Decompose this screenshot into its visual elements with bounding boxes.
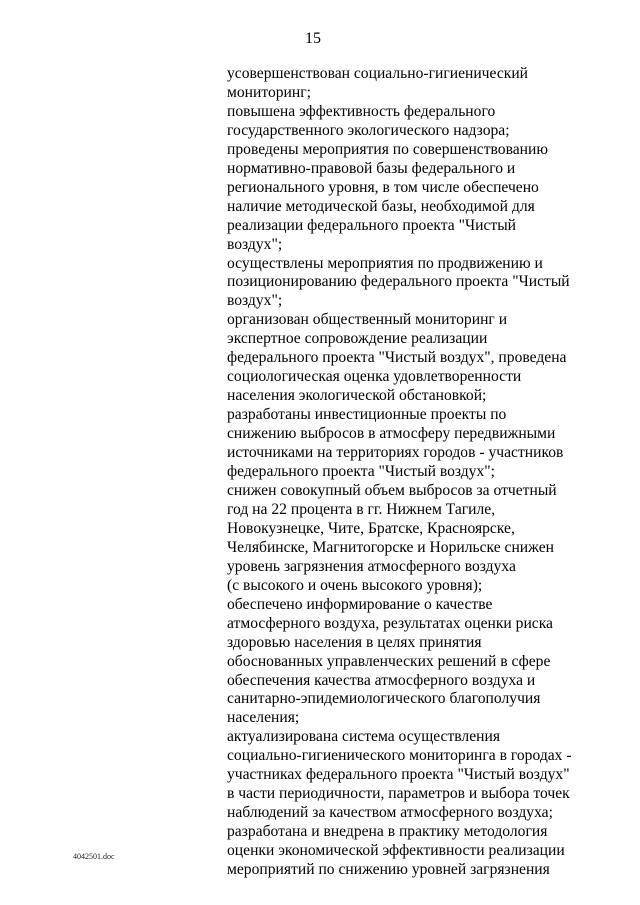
text-line: Челябинске, Магнитогорске и Норильске снижен — [227, 538, 554, 556]
text-line: обеспечения качества атмосферного воздуха и — [227, 671, 536, 689]
text-line: разработаны инвестиционные проекты по — [227, 406, 507, 424]
text-line: населения экологической обстановкой; — [227, 387, 487, 405]
text-line: мероприятий по снижению уровней загрязнения — [227, 861, 550, 879]
text-line: атмосферного воздуха, результатах оценки риска — [227, 614, 553, 632]
text-line: санитарно-эпидемиологического благополучия — [227, 690, 541, 708]
text-line: организован общественный мониторинг и — [227, 311, 508, 329]
text-line: государственного экологического надзора; — [227, 121, 510, 139]
text-line: воздух"; — [227, 292, 283, 310]
text-line: усовершенствован социально-гигиенический — [227, 65, 529, 82]
text-line: социально-гигиенического мониторинга в городах - — [227, 747, 572, 765]
text-line: социологическая оценка удовлетворенности — [227, 368, 522, 386]
text-line: позиционированию федерального проекта "Чистый — [227, 273, 570, 291]
text-line: воздух"; — [227, 235, 283, 253]
text-line: мониторинг; — [227, 83, 311, 101]
text-line: здоровью населения в целях принятия — [227, 633, 482, 651]
text-line: уровень загрязнения атмосферного воздуха — [227, 557, 516, 575]
text-line: обоснованных управленческих решений в сфере — [227, 652, 551, 670]
page-number: 15 — [305, 30, 321, 47]
text-line: наблюдений за качеством атмосферного воздуха; — [227, 804, 553, 822]
text-line: осуществлены мероприятия по продвижению и — [227, 254, 543, 272]
text-line: населения; — [227, 709, 300, 727]
text-line: федерального проекта "Чистый воздух"; — [227, 463, 495, 481]
text-line: актуализирована система осуществления — [227, 728, 500, 746]
text-line: наличие методической базы, необходимой для — [227, 197, 535, 215]
footer-filename: 4042501.doc — [73, 852, 115, 861]
text-line: Новокузнецке, Чите, Братске, Красноярске, — [227, 519, 515, 537]
text-line: (с высокого и очень высокого уровня); — [227, 576, 483, 594]
text-line: регионального уровня, в том числе обеспечено — [227, 178, 539, 196]
text-line: обеспечено информирование о качестве — [227, 595, 493, 613]
text-line: федерального проекта "Чистый воздух", проведена — [227, 349, 567, 367]
text-line: в части периодичности, параметров и выбора точек — [227, 785, 570, 803]
document-body — [227, 65, 572, 880]
text-line: снижен совокупный объем выбросов за отчетный — [227, 481, 557, 499]
text-line: реализации федерального проекта "Чистый — [227, 216, 517, 234]
text-line: разработана и внедрена в практику методология — [227, 823, 548, 841]
text-line: источниками на территориях городов - участников — [227, 444, 564, 462]
text-line: экспертное сопровождение реализации — [227, 330, 488, 348]
text-line: повышена эффективность федерального — [227, 102, 496, 120]
text-line: проведены мероприятия по совершенствованию — [227, 140, 549, 158]
text-line: нормативно-правовой базы федерального и — [227, 159, 516, 177]
text-line: снижению выбросов в атмосферу передвижными — [227, 425, 556, 443]
text-line: оценки экономической эффективности реализации — [227, 842, 565, 860]
text-line: участниках федерального проекта "Чистый воздух" — [227, 766, 570, 784]
text-line: год на 22 процента в гг. Нижнем Тагиле, — [227, 500, 496, 518]
